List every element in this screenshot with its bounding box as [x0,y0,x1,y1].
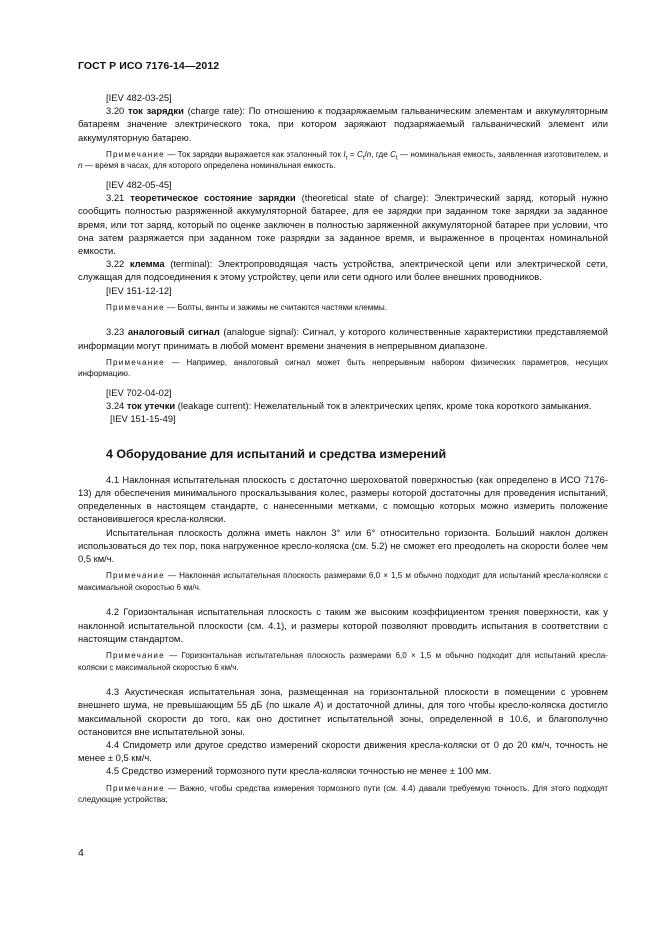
para-4-4: 4.4 Спидометр или другое средство измерений скорости движения кресла-коляски от 0 до 20 км/ч, точность не менее ± 0,5 км/ч. [78,739,608,764]
para-4-3: 4.3 Акустическая испытательная зона, размещенная на горизонтальной плоскости в помещении с уровнем внешнего шума, не превышающим 55 дБ (по шкале A) и достаточной длины, для того чтобы кресло-коляска достигло максимальной скорости до того, как оно достигнет испытательной зоны, определенной в 10.6, и благополучно остановится вне испытательной зоны. [78,686,608,737]
term-3-24: 3.24 ток утечки (leakage current): Нежелательный ток в электрических цепях, кроме тока короткого замыкания. [106,400,592,412]
term-3-21: 3.21 теоретическое состояние зарядки (theoretical state of charge): Электрический заряд, который нужно сообщить полностью разряженной аккумуляторной батарее, для ее зарядки при заданном токе зарядки за заданное время, или тот заряд, который по оценке заключен в полностью заряженной аккумуляторной батарее при условии, что она затем разряжается при заданном токе разрядки за заданное время, и выраженное в процентах номинальной емкости. [78,192,609,257]
para-4-1: 4.1 Наклонная испытательная плоскость с достаточно шероховатой поверхностью (как определено в ИСО 7176-13) для обеспечения минимального проскальзывания колес, размеры которой достаточны для проведения испытаний, определенных в настоящем стандарте, с нанесенными метками, с помощью которых можно измерить положение остановившегося кресла-коляски. [78,473,608,525]
section-4-heading: 4 Оборудование для испытаний и средства измерений [106,446,447,461]
page-number: 4 [78,847,84,859]
iev-reference: [IEV 482-05-45] [106,179,172,190]
document-header: ГОСТ Р ИСО 7176-14—2012 [78,60,220,72]
note-4-5: Примечание — Важно, чтобы средства измерения тормозного пути (см. 4.4) давали требуемую точность. Для этого подходят следующие устройства: [78,783,608,805]
iev-reference: [IEV 482-03-25] [106,92,172,103]
para-4-1-slope: Испытательная плоскость должна иметь наклон 3° или 6° относительно горизонта. Больший наклон должен использоваться до тех пор, пока нагруженное кресло-коляска (см. 5.2) не сможет его преодолеть на скорости более чем 0,5 км/ч. [78,526,608,565]
para-4-5: 4.5 Средство измерений тормозного пути кресла-коляски точностью не менее ± 100 мм. [106,765,492,777]
note-3-22: Примечание — Болты, винты и зажимы не считаются частями клеммы. [106,302,387,312]
term-3-23: 3.23 аналоговый сигнал (analogue signal): Сигнал, у которого количественные характеристики представляемой информации могут принимать в любой момент времени значения в непрерывном диапазоне. [78,326,608,351]
note-3-20: Примечание — Ток зарядки выражается как эталонный ток $I_r = C_t/n$, где $C_t$ — номинальная емкость, заявленная изготовителем, и n — время в часах, для которого определена номинальная емкость. [78,149,609,171]
document-body [78,91,608,812]
note-3-23: Примечание — Например, аналоговый сигнал может быть непрерывным набором физических параметров, несущих информацию. [78,357,608,379]
note-4-1: Примечание — Наклонная испытательная плоскость размерами 6,0 × 1,5 м обычно подходит для испытаний кресла-коляски с максимальной скоростью 6 км/ч. [78,571,608,592]
term-3-20: 3.20 ток зарядки (charge rate): По отношению к подзаряжаемым гальваническим элементам и аккумуляторным батареям значение электрического тока, при котором заряжают подзаряжаемый гальванический элемент или аккумуляторную батарею. [78,105,608,143]
iev-reference: [IEV 151-15-49] [110,413,176,425]
iev-reference: [IEV 151-12-12] [106,284,172,296]
iev-reference: [IEV 702-04-02] [106,387,172,399]
note-4-2: Примечание — Горизонтальная испытательная плоскость размерами 6,0 × 1,5 м обычно подходит для испытаний кресла-коляски с максимальной скоростью 6 км/ч. [78,651,608,672]
term-3-22: 3.22 клемма (terminal): Электропроводящая часть устройства, электрической цепи или электрической сети, служащая для подсоединения к этому устройству, цепи или сети одного или более внешних проводников. [78,258,608,283]
para-4-2: 4.2 Горизонтальная испытательная плоскость с таким же высоким коэффициентом трения поверхности, как у наклонной испытательной плоскости (см. 4.1), и размеры которой позволяют проводить испытания в соответствии с настоящим стандартом. [78,606,608,644]
